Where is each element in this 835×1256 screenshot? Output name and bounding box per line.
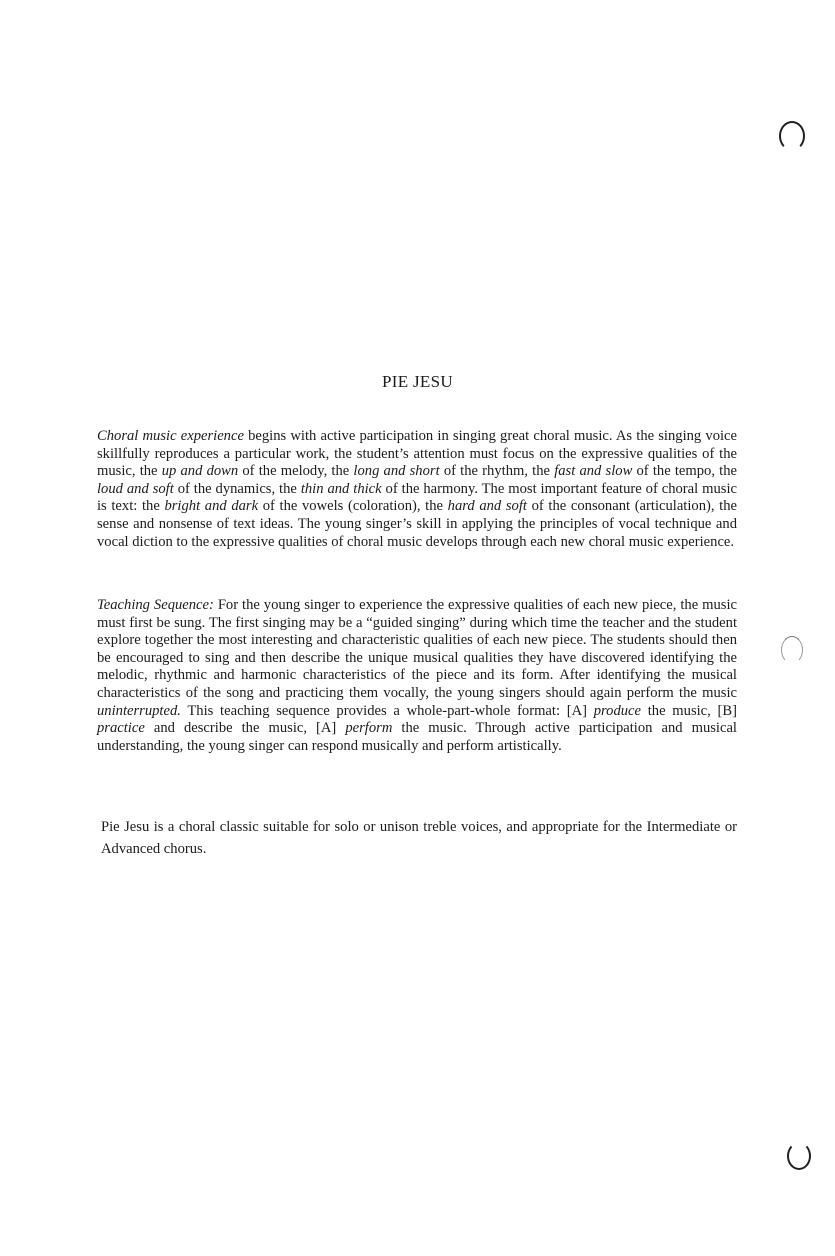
text-run: and describe the music, [A] bbox=[144, 720, 346, 737]
italic-term: loud and soft bbox=[97, 480, 174, 497]
text-run: the music. Through active participation and musical understanding, the young singer can respond musically and perform artistically. bbox=[97, 720, 737, 754]
italic-term: bright and dark bbox=[164, 498, 259, 515]
italic-term: uninterrupted. bbox=[97, 702, 181, 719]
text-run: of the vowels (coloration), the bbox=[258, 498, 448, 515]
italic-term: long and short bbox=[353, 463, 440, 480]
binder-hole-middle-icon bbox=[781, 636, 803, 664]
italic-term: produce bbox=[593, 702, 642, 719]
text-run: of the dynamics, the bbox=[173, 480, 301, 497]
text-run: of the consonant (articulation), the sense and nonsense of text ideas. The young singer’s skill in applying the principles of vocal technique and vocal diction to the expressive qualities of choral music develops through each new choral music experience. bbox=[97, 498, 737, 550]
italic-lead: Teaching Sequence: bbox=[97, 597, 214, 613]
italic-term: fast and slow bbox=[554, 463, 633, 480]
italic-lead: Choral music experience bbox=[97, 428, 244, 444]
text-run: For the young singer to experience the expressive qualities of each new piece, the music must first be sung. The first singing may be a “guided singing” during which time the teacher and the student explore together the most interesting and characteristic qualities of each new piece. The students should then be encouraged to sing and then describe the unique musical qualities they have discovered identifying the melodic, rhythmic and harmonic characteristics of the piece and its form. After identifying the musical characteristics of the song and practicing them vocally, the young singers should again perform the music bbox=[97, 597, 737, 701]
binder-hole-bottom-icon bbox=[787, 1142, 811, 1170]
italic-term: hard and soft bbox=[447, 498, 527, 515]
italic-term: perform bbox=[345, 720, 393, 737]
text-run: the music, [B] bbox=[641, 702, 737, 719]
text-run: begins with active participation in singing great choral music. As the singing voice skillfully reproduces a particular work, the student’s attention must focus on the expressive qualities of the music, the bbox=[97, 428, 737, 480]
italic-term: practice bbox=[97, 720, 145, 737]
paragraph-choral-experience bbox=[97, 428, 737, 551]
text-run: of the melody, the bbox=[238, 463, 354, 480]
italic-term: up and down bbox=[161, 463, 239, 480]
text-run: of the harmony. The most important feature of choral music is text: the bbox=[97, 480, 737, 515]
italic-term: thin and thick bbox=[300, 480, 382, 497]
paragraph-teaching-sequence bbox=[97, 597, 737, 755]
text-run: of the tempo, the bbox=[632, 463, 737, 480]
binder-hole-top-icon bbox=[779, 121, 805, 151]
page-title: PIE JESU bbox=[382, 372, 453, 391]
paragraph-piece-description: Pie Jesu is a choral classic suitable for solo or unison treble voices, and appropriate for the Intermediate or Advanced chorus. bbox=[101, 819, 737, 857]
text-run: of the rhythm, the bbox=[439, 463, 555, 480]
text-run: This teaching sequence provides a whole-part-whole format: [A] bbox=[180, 702, 594, 719]
